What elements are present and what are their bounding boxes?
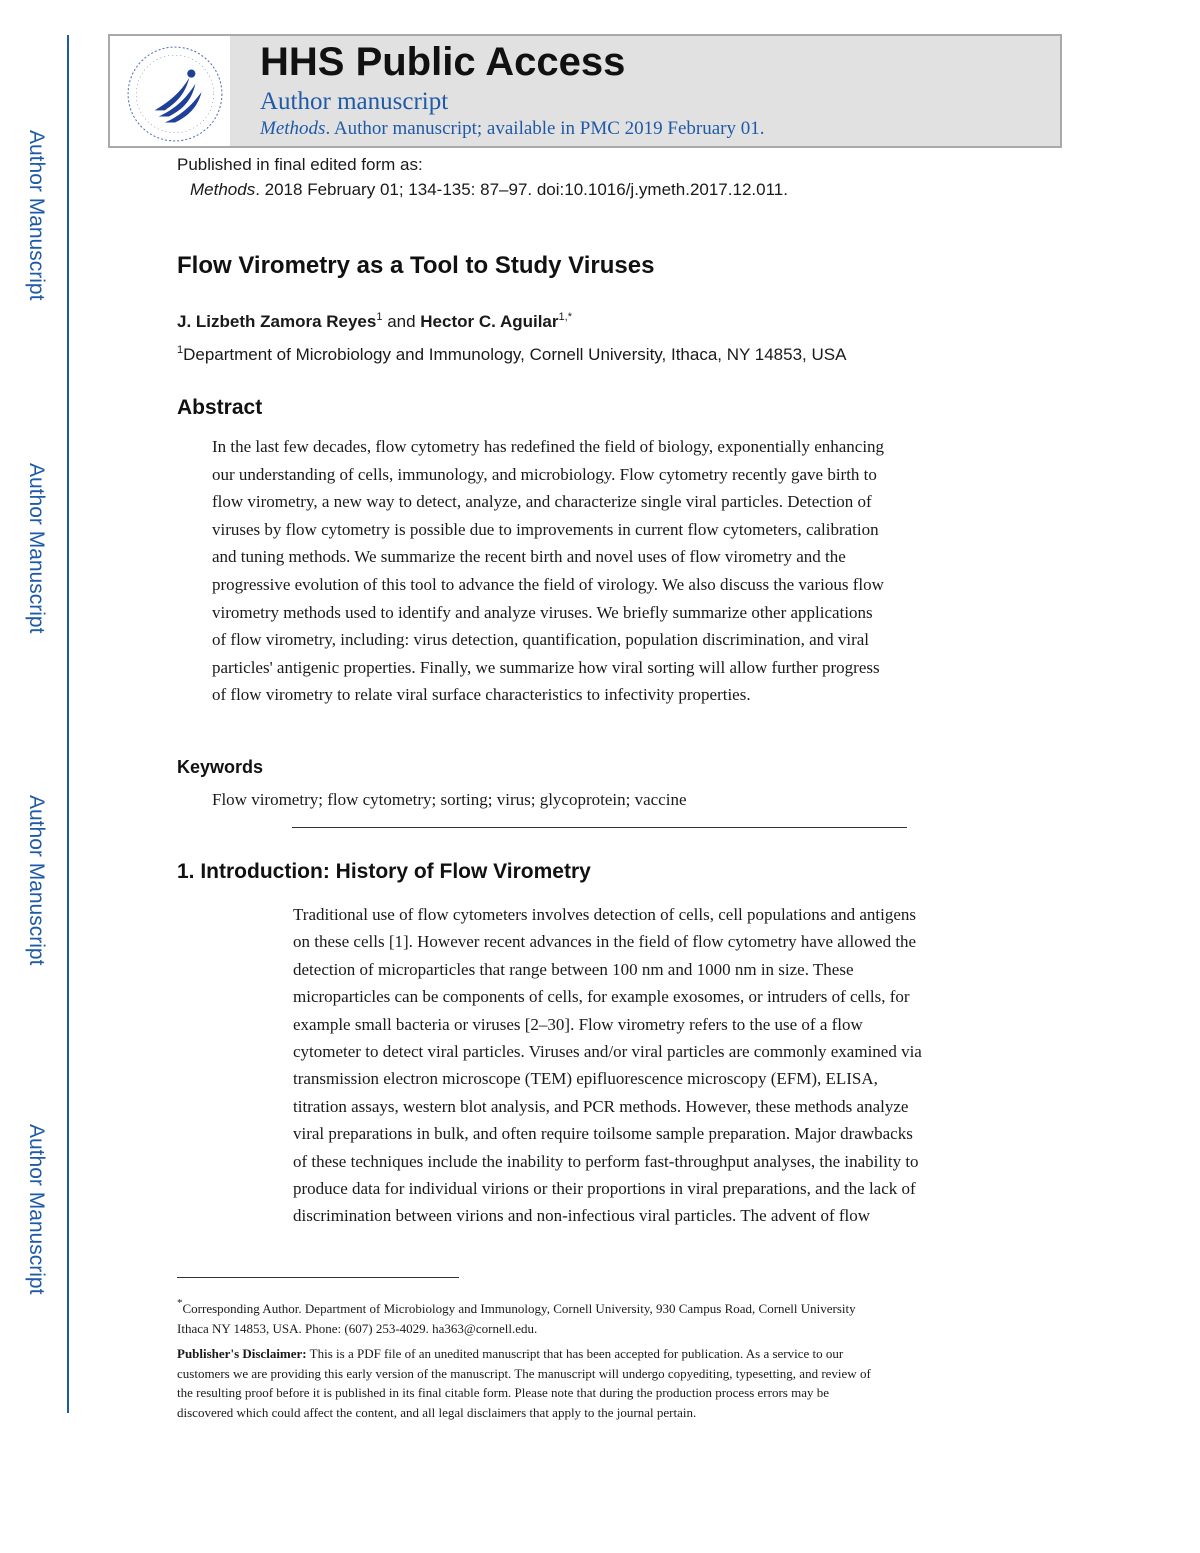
introduction-heading: 1. Introduction: History of Flow Virometry (177, 860, 591, 883)
abstract-body (212, 433, 1002, 709)
author-2-affiliation-mark: 1,* (558, 311, 572, 323)
intro-line: produce data for individual virions or their proportions in viral preparations, and the lack of (293, 1179, 916, 1199)
abstract-line: virometry methods used to identify and analyze viruses. We briefly summarize other applications (212, 602, 873, 622)
author-1-affiliation-mark: 1 (376, 311, 383, 323)
header-availability (260, 118, 765, 140)
intro-line: on these cells [1]. However recent advances in the field of flow cytometry have allowed the (293, 932, 917, 952)
abstract-line: of flow virometry, including: virus detection, quantification, population discrimination, and viral (212, 630, 870, 650)
hhs-header (108, 34, 1062, 148)
header-title: HHS Public Access (260, 40, 626, 84)
abstract-line: viruses by flow cytometry is possible due to improvements in current flow cytometers, calibration (212, 519, 879, 539)
intro-line: discrimination between virions and non-infectious viral particles. The advent of flow (293, 1206, 871, 1226)
abstract-line: In the last few decades, flow cytometry has redefined the field of biology, exponentially enhancing (212, 437, 885, 456)
footnotes (177, 1294, 1017, 1423)
abstract-line: and tuning methods. We summarize the recent birth and novel uses of flow virometry and the (212, 547, 846, 567)
intro-line: example small bacteria or viruses [2–30]. Flow virometry refers to the use of a flow (293, 1014, 863, 1034)
disclaimer-text: This is a PDF file of an unedited manuscript that has been accepted for publication. As a service to our (306, 1346, 844, 1362)
published-label: Published in final edited form as: (177, 155, 423, 174)
disclaimer-line: the resulting proof before it is published in its final citable form. Please note that during the production process errors may be (177, 1385, 829, 1401)
intro-line: cytometer to detect viral particles. Viruses and/or viral particles are commonly examined via (293, 1042, 922, 1062)
publisher-disclaimer (177, 1344, 1017, 1364)
corresponding-author-note-cont: Ithaca NY 14853, USA. Phone: (607) 253-4029. ha363@cornell.edu. (177, 1320, 538, 1336)
abstract-line: particles' antigenic properties. Finally, we summarize how viral sorting will allow further progress (212, 657, 880, 677)
header-journal: Methods (260, 118, 326, 139)
corresponding-author-note: *Corresponding Author. Department of Microbiology and Immunology, Cornell University, 930 Campus Road, Cornell University (177, 1297, 856, 1316)
abstract-line: progressive evolution of this tool to advance the field of virology. We also discuss the various flow (212, 574, 884, 594)
intro-line: transmission electron microscope (TEM) epifluorescence microscopy (EFM), ELISA, (293, 1069, 878, 1089)
author-2: Hector C. Aguilar (420, 312, 559, 331)
affiliation (177, 344, 846, 365)
header-availability-text: . Author manuscript; available in PMC 2019 February 01. (325, 118, 765, 139)
header-subtitle: Author manuscript (260, 88, 449, 115)
keywords-heading: Keywords (177, 757, 264, 777)
author-conjunction: and (382, 312, 421, 331)
intro-line: detection of microparticles that range between 100 nm and 1000 nm in size. These (293, 959, 854, 979)
author-1: J. Lizbeth Zamora Reyes (177, 312, 377, 331)
citation-text: . 2018 February 01; 134-135: 87–97. doi:10.1016/j.ymeth.2017.12.011. (255, 180, 788, 199)
citation-journal: Methods (190, 180, 256, 199)
corresponding-mark: * (177, 1297, 183, 1309)
citation (190, 180, 788, 200)
disclaimer-line: customers we are providing this early version of the manuscript. The manuscript will undergo copyediting, typesetting, and review of (177, 1365, 871, 1381)
abstract-heading: Abstract (177, 396, 263, 419)
hhs-eagle-seal-icon (124, 43, 226, 145)
left-margin-rule (67, 35, 69, 1413)
intro-line: viral preparations in bulk, and often require toilsome sample preparation. Major drawbacks (293, 1124, 913, 1144)
intro-line: of these techniques include the inability to perform fast-throughput analyses, the inability to (293, 1151, 919, 1171)
disclaimer-label: Publisher's Disclaimer: (177, 1346, 307, 1362)
footnote-divider (177, 1277, 459, 1278)
abstract-line: flow virometry, a new way to detect, analyze, and characterize single viral particles. Detection of (212, 492, 872, 512)
keywords-divider (292, 827, 907, 828)
intro-line: microparticles can be components of cells, for example exosomes, or intruders of cells, for (293, 987, 910, 1007)
disclaimer-line: discovered which could affect the content, and all legal disclaimers that apply to the journal pertain. (177, 1404, 697, 1420)
abstract-line: our understanding of cells, immunology, and microbiology. Flow cytometry recently gave birth to (212, 464, 877, 484)
introduction-body (293, 901, 1028, 1230)
affiliation-text: Department of Microbiology and Immunology, Cornell University, Ithaca, NY 14853, USA (183, 345, 847, 364)
keywords-text: Flow virometry; flow cytometry; sorting; virus; glycoprotein; vaccine (212, 790, 687, 809)
intro-line: titration assays, western blot analysis, and PCR methods. However, these methods analyze (293, 1096, 909, 1116)
author-list (177, 311, 572, 332)
abstract-line: of flow virometry to relate viral surface characteristics to infectivity properties. (212, 685, 751, 705)
paper-title: Flow Virometry as a Tool to Study Viruses (177, 252, 655, 279)
affiliation-mark: 1 (177, 344, 184, 356)
intro-line: Traditional use of flow cytometers involves detection of cells, cell populations and antigens (293, 905, 917, 924)
